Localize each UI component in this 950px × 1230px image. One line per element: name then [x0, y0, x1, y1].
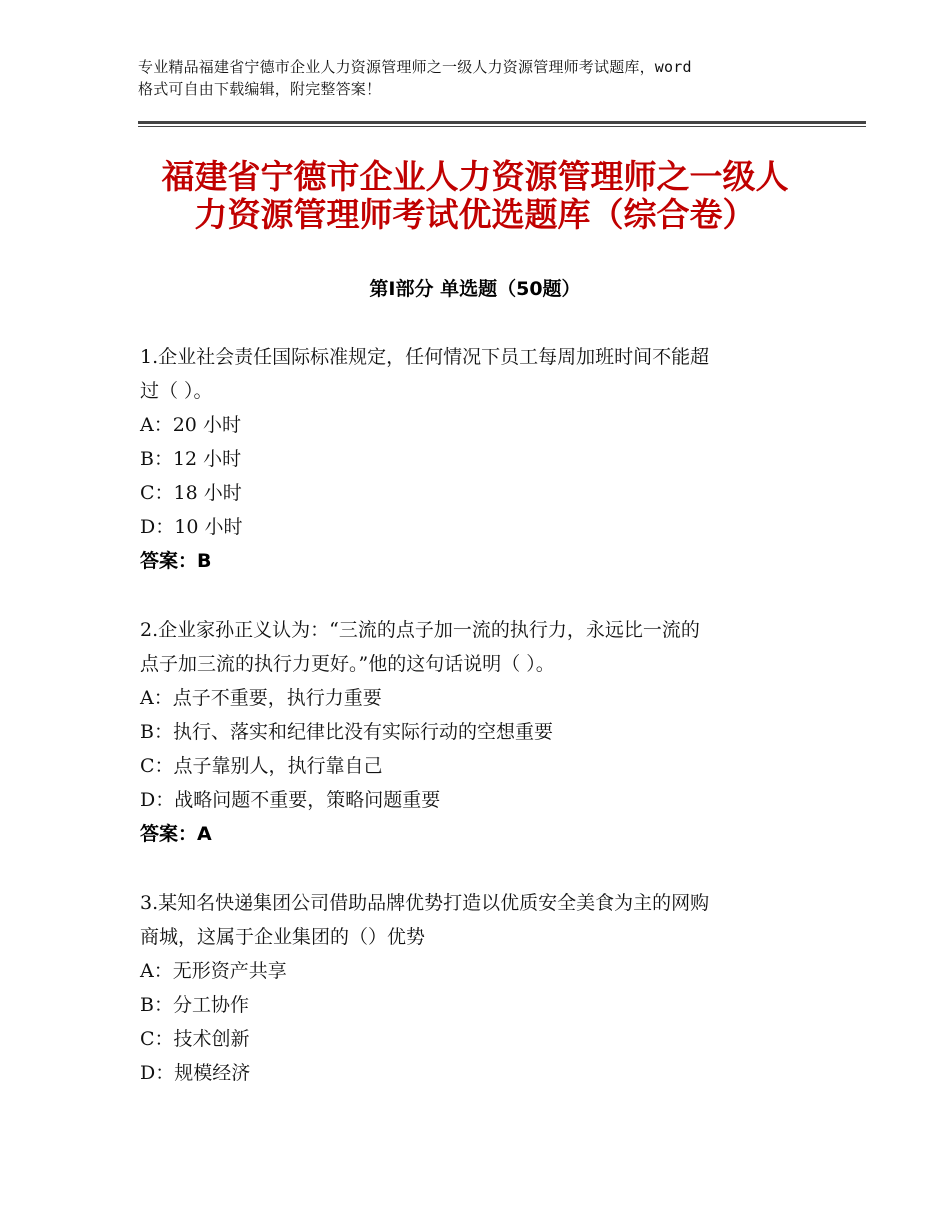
document-title-line: 福建省宁德市企业人力资源管理师之一级人: [161, 157, 789, 196]
option-c: C：点子靠别人，执行靠自己: [140, 755, 383, 777]
option-d: D：10 小时: [140, 516, 243, 538]
option-b: B：执行、落实和纪律比没有实际行动的空想重要: [140, 721, 553, 743]
option-b: B：12 小时: [140, 448, 242, 470]
question-stem-line: 点子加三流的执行力更好。”他的这句话说明（ ）。: [140, 653, 555, 675]
header-note-line: 格式可自由下载编辑，附完整答案！: [138, 80, 382, 98]
option-c: C：18 小时: [140, 482, 242, 504]
option-a: A：20 小时: [140, 414, 241, 436]
section-title: 第Ⅰ部分 单选题（50题）: [369, 278, 581, 300]
header-note-line: 专业精品福建省宁德市企业人力资源管理师之一级人力资源管理师考试题库，word: [138, 58, 692, 76]
header-note: [138, 56, 828, 100]
question-1: [140, 340, 820, 578]
option-a: A：无形资产共享: [140, 960, 287, 982]
question-stem-line: 1.企业社会责任国际标准规定，任何情况下员工每周加班时间不能超: [140, 346, 710, 368]
option-d: D：规模经济: [140, 1062, 251, 1084]
question-2: [140, 613, 820, 851]
option-a: A：点子不重要，执行力重要: [140, 687, 382, 709]
option-c: C：技术创新: [140, 1028, 250, 1050]
option-d: D：战略问题不重要，策略问题重要: [140, 789, 441, 811]
question-stem-line: 3.某知名快递集团公司借助品牌优势打造以优质安全美食为主的网购: [140, 892, 710, 914]
question-3: [140, 886, 820, 1090]
question-stem-line: 过（ ）。: [140, 380, 213, 402]
header-divider-thin: [138, 126, 866, 127]
header-divider-thick: [138, 121, 866, 124]
question-stem-line: 商城，这属于企业集团的（）优势: [140, 926, 426, 948]
answer-label: 答案：B: [140, 550, 212, 572]
document-title: [110, 158, 840, 234]
question-stem-line: 2.企业家孙正义认为：“三流的点子加一流的执行力，永远比一流的: [140, 619, 700, 641]
answer-label: 答案：A: [140, 823, 212, 845]
document-title-line: 力资源管理师考试优选题库（综合卷）: [194, 195, 756, 234]
option-b: B：分工协作: [140, 994, 249, 1016]
